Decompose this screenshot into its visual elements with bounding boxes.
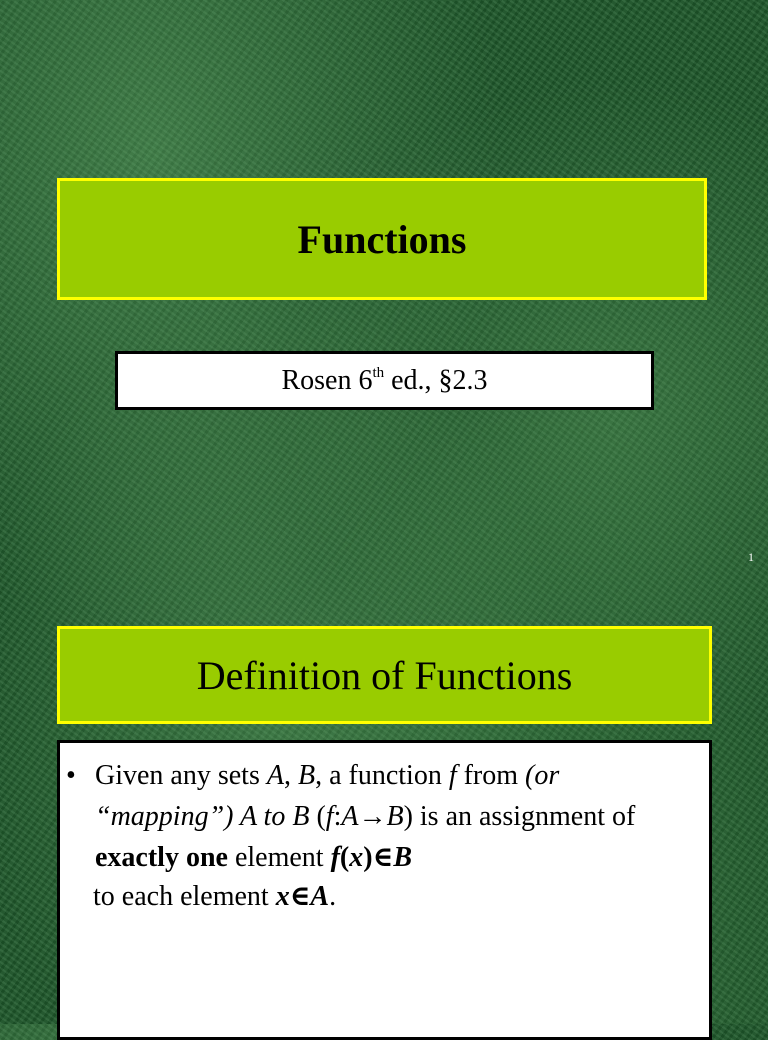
set-b: B xyxy=(393,842,412,873)
slide2-content-box xyxy=(57,740,712,1040)
bullet-seg: ( xyxy=(309,801,326,832)
element-of-symbol: ∈ xyxy=(289,881,311,912)
slide1-subtitle-box xyxy=(115,351,654,410)
bullet-seg: element xyxy=(227,842,331,873)
bullet-seg: ) is an assignment of xyxy=(403,801,636,832)
slide1-title: Functions xyxy=(297,216,467,262)
slide2-heading-box xyxy=(57,626,712,724)
subtitle-sup: th xyxy=(372,364,385,381)
var-x: x xyxy=(349,842,364,873)
bullet-continuation xyxy=(93,879,336,913)
set-a: A xyxy=(341,801,359,832)
slide1-title-box xyxy=(57,178,707,300)
slide2-heading: Definition of Functions xyxy=(196,652,573,698)
exactly-one: exactly one xyxy=(95,842,228,873)
bullet-seg: from xyxy=(456,760,526,791)
cont-seg: to each element xyxy=(93,881,276,912)
subtitle-rest: ed., §2.3 xyxy=(384,364,488,396)
bullet-text xyxy=(95,755,700,878)
subtitle-text xyxy=(281,365,487,397)
period: . xyxy=(329,881,337,912)
set-a: A xyxy=(310,881,330,912)
arrow-symbol: → xyxy=(358,801,387,832)
subtitle-main: Rosen 6 xyxy=(281,364,373,396)
bullet-dot-icon: • xyxy=(66,760,76,791)
paren: ) xyxy=(363,842,373,873)
slide-number: 1 xyxy=(748,550,754,564)
paren: ( xyxy=(339,842,350,873)
set-b: B xyxy=(386,801,404,832)
set-b: B xyxy=(297,760,316,791)
func-f: f xyxy=(325,801,334,832)
var-x: x xyxy=(275,881,290,912)
bullet-seg: , xyxy=(283,760,298,791)
mapping-phrase: (or “mapping”) A to B xyxy=(95,760,560,832)
func-f: f xyxy=(448,760,457,791)
bullet-seg: Given any sets xyxy=(95,760,267,791)
func-f: f xyxy=(330,842,340,873)
bullet-seg: , a function xyxy=(315,760,449,791)
bullet-item xyxy=(60,755,700,878)
set-a: A xyxy=(266,760,284,791)
element-of-symbol: ∈ xyxy=(372,842,394,873)
bullet-seg: : xyxy=(333,801,342,832)
